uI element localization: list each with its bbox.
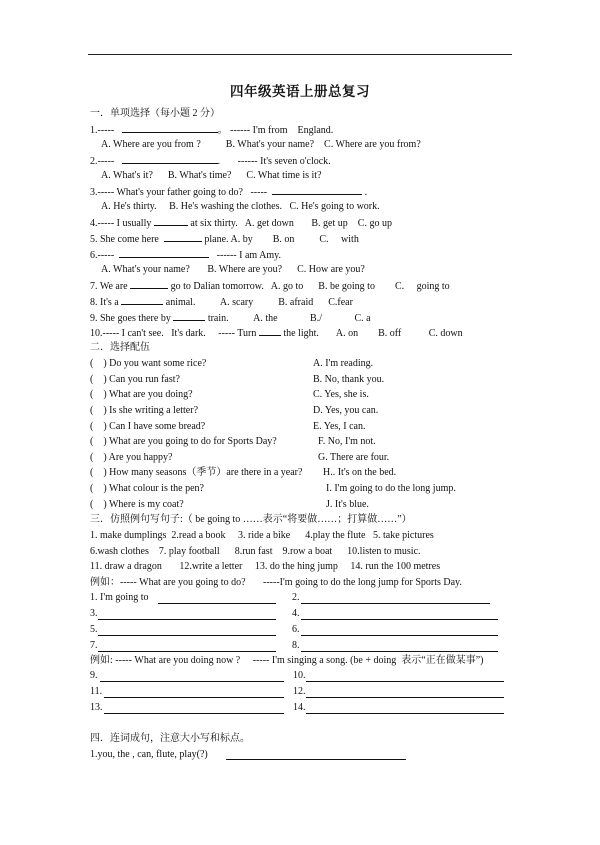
sentence-11-line[interactable] xyxy=(104,697,284,698)
q5-rest: plane. A. by B. on C. with xyxy=(204,234,359,245)
example-2: 例如: ----- What are you doing now ? ----- I'm singing a song. (be + doing 表示“正在做某事”) xyxy=(90,655,484,666)
match-right-2: B. No, thank you. xyxy=(313,374,385,385)
match-left-4[interactable]: ( ) Is she writing a letter? xyxy=(90,405,199,416)
match-right-1: A. I'm reading. xyxy=(313,358,374,369)
match-right-10: J. It's blue. xyxy=(326,499,369,510)
q2-blank[interactable] xyxy=(122,154,218,164)
q1-blank[interactable] xyxy=(122,123,218,133)
q7-prefix: 7. We are xyxy=(90,281,128,292)
q4-prefix: 4.----- I usually xyxy=(90,218,152,229)
match-right-3: C. Yes, she is. xyxy=(313,389,369,400)
sentence-11-label: 11. xyxy=(90,686,103,697)
sentence-12-line[interactable] xyxy=(306,697,504,698)
sentence-12-label: 12. xyxy=(293,686,306,697)
q8-rest: animal. A. scary B. afraid C.fear xyxy=(165,297,353,308)
sentence-13-line[interactable] xyxy=(104,713,284,714)
q8-blank[interactable] xyxy=(121,295,163,305)
top-rule xyxy=(88,54,512,55)
section2-heading: 二．选择配伍 xyxy=(90,342,150,353)
sentence-7-line[interactable] xyxy=(98,651,276,652)
q8 xyxy=(90,295,353,309)
q7-blank[interactable] xyxy=(130,279,168,289)
q7 xyxy=(90,279,450,293)
q4-blank[interactable] xyxy=(154,216,188,226)
sentence-6-label: 6. xyxy=(292,624,300,635)
q3-blank[interactable] xyxy=(272,185,362,195)
sentence-5-label: 5. xyxy=(90,624,98,635)
sentence-3-label: 3. xyxy=(90,608,98,619)
q3-rest: . xyxy=(364,187,368,198)
phrase-line-2: 6.wash clothes 7. play football 8.run fast 9.row a boat 10.listen to music. xyxy=(90,546,421,557)
sentence-1-line[interactable] xyxy=(158,603,276,604)
sentence-9-line[interactable] xyxy=(100,681,284,682)
match-left-9[interactable]: ( ) What colour is the pen? xyxy=(90,483,204,494)
match-right-4: D. Yes, you can. xyxy=(313,405,379,416)
sentence-5-line[interactable] xyxy=(98,635,276,636)
q10-rest: the light. A. on B. off C. down xyxy=(283,328,463,339)
match-left-1[interactable]: ( ) Do you want some rice? xyxy=(90,358,207,369)
q9-prefix: 9. She goes there by xyxy=(90,313,171,324)
q10-prefix: 10.----- I can't see. It's dark. ----- Turn xyxy=(90,328,257,339)
q1 xyxy=(90,123,333,137)
sentence-7-label: 7. xyxy=(90,640,98,651)
match-right-5: E. Yes, I can. xyxy=(313,421,366,432)
q3-options: A. He's thirty. B. He's washing the clothes. C. He's going to work. xyxy=(101,201,380,212)
q6-rest: ------ I am Amy. xyxy=(216,250,281,261)
sentence-9-label: 9. xyxy=(90,670,98,681)
q4-rest: at six thirty. A. get down B. get up C. go up xyxy=(190,218,392,229)
reorder-q1: 1.you, the , can, flute, play(?) xyxy=(90,749,208,760)
phrase-line-3: 11. draw a dragon 12.write a letter 13. do the hing jump 14. run the 100 metres xyxy=(90,561,441,572)
q10-blank[interactable] xyxy=(259,326,281,336)
section3-heading: 三．仿照例句写句子:（ be going to ……表示“将要做……；打算做……”） xyxy=(90,514,412,525)
q1-options: A. Where are you from ? B. What's your name? C. Where are you from? xyxy=(101,139,421,150)
sentence-14-line[interactable] xyxy=(306,713,504,714)
q6 xyxy=(90,248,281,262)
q8-prefix: 8. It's a xyxy=(90,297,119,308)
reorder-q1-line[interactable] xyxy=(226,759,406,760)
sentence-8-line[interactable] xyxy=(301,651,498,652)
match-left-2[interactable]: ( ) Can you run fast? xyxy=(90,374,180,385)
sentence-4-label: 4. xyxy=(292,608,300,619)
q5-blank[interactable] xyxy=(164,232,202,242)
q4 xyxy=(90,216,392,230)
sentence-3-line[interactable] xyxy=(98,619,276,620)
sentence-8-label: 8. xyxy=(292,640,300,651)
q1-prefix: 1.----- xyxy=(90,125,115,136)
match-right-6: F. No, I'm not. xyxy=(318,436,376,447)
page-title: 四年级英语上册总复习 xyxy=(230,84,370,99)
sentence-4-line[interactable] xyxy=(301,619,498,620)
match-left-6[interactable]: ( ) What are you going to do for Sports Day? xyxy=(90,436,277,447)
q9 xyxy=(90,311,371,325)
q9-blank[interactable] xyxy=(173,311,205,321)
sentence-2-label: 2. xyxy=(292,592,300,603)
match-left-10[interactable]: ( ) Where is my coat? xyxy=(90,499,184,510)
q5 xyxy=(90,232,359,246)
q2 xyxy=(90,154,331,168)
q2-prefix: 2.----- xyxy=(90,156,115,167)
q6-blank[interactable] xyxy=(119,248,209,258)
section1-heading: 一．单项选择（每小题 2 分） xyxy=(90,108,220,119)
q2-rest: . ------ It's seven o'clock. xyxy=(217,156,331,167)
match-left-5[interactable]: ( ) Can I have some bread? xyxy=(90,421,206,432)
q6-prefix: 6.----- xyxy=(90,250,115,261)
q5-prefix: 5. She come here xyxy=(90,234,159,245)
sentence-10-label: 10. xyxy=(293,670,306,681)
q3-prefix: 3.----- What's your father going to do? ----- xyxy=(90,187,268,198)
match-left-7[interactable]: ( ) Are you happy? xyxy=(90,452,173,463)
sentence-13-label: 13. xyxy=(90,702,103,713)
example-1: 例如：----- What are you going to do? -----I'm going to do the long jump for Sports Day. xyxy=(90,577,462,588)
sentence-2-line[interactable] xyxy=(301,603,490,604)
match-left-8[interactable]: ( ) How many seasons（季节）are there in a year? xyxy=(90,467,303,478)
q10 xyxy=(90,326,463,340)
match-right-8: H.. It's on the bed. xyxy=(323,467,397,478)
q1-rest: 。 ------ I'm from England. xyxy=(217,125,334,136)
sentence-6-line[interactable] xyxy=(301,635,498,636)
q2-options: A. What's it? B. What's time? C. What time is it? xyxy=(101,170,322,181)
match-right-7: G. There are four. xyxy=(318,452,390,463)
q3 xyxy=(90,185,367,199)
sentence-14-label: 14. xyxy=(293,702,306,713)
phrase-line-1: 1. make dumplings 2.read a book 3. ride a bike 4.play the flute 5. take pictures xyxy=(90,530,434,541)
q7-rest: go to Dalian tomorrow. A. go to B. be going to C. going to xyxy=(170,281,450,292)
match-left-3[interactable]: ( ) What are you doing? xyxy=(90,389,193,400)
q9-rest: train. A. the B./ C. a xyxy=(207,313,371,324)
match-right-9: I. I'm going to do the long jump. xyxy=(326,483,456,494)
q6-options: A. What's your name? B. Where are you? C. How are you? xyxy=(101,264,365,275)
sentence-1-label: 1. I'm going to xyxy=(90,592,149,603)
section4-heading: 四．连词成句，注意大小写和标点。 xyxy=(90,733,250,744)
sentence-10-line[interactable] xyxy=(306,681,504,682)
